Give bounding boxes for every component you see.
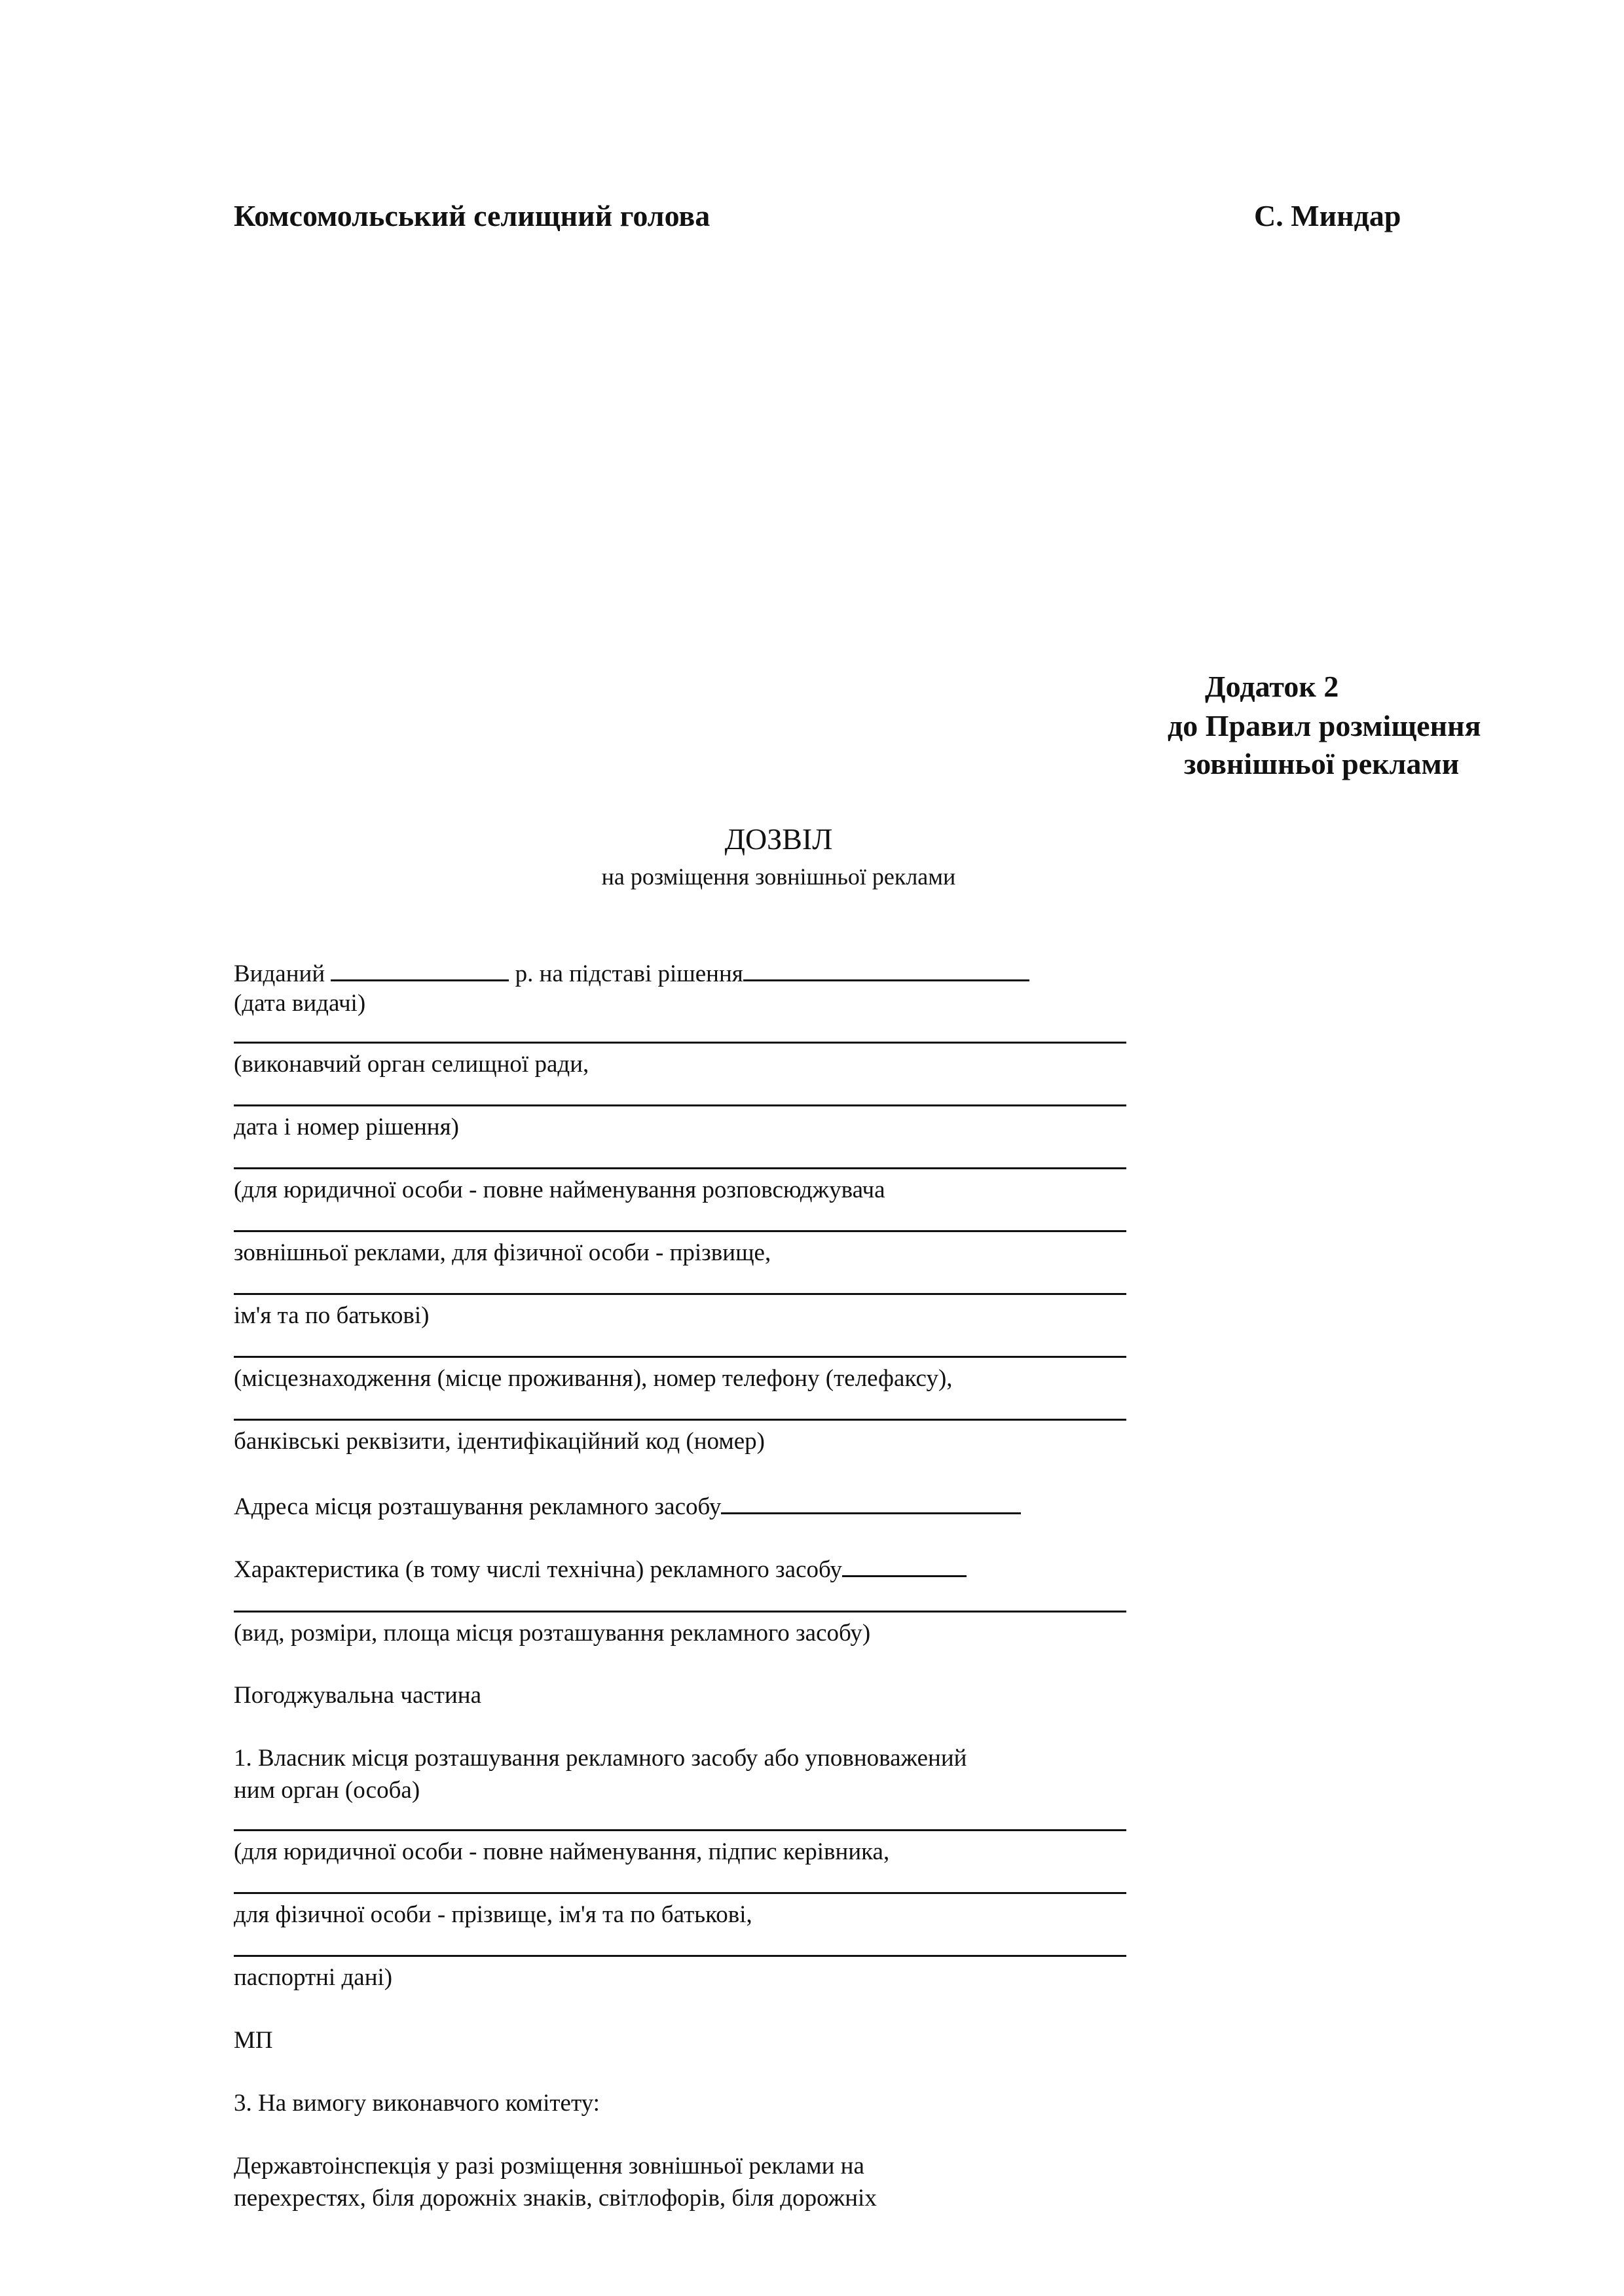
fill-line[interactable] <box>234 1419 1126 1421</box>
caption-location: (місцезнаходження (місце проживання), номер телефону (телефаксу), <box>234 1365 953 1392</box>
item3: 3. На вимогу виконавчого комітету: <box>234 2090 600 2117</box>
address-label: Адреса місця розташування рекламного засобу <box>234 1493 722 1520</box>
fill-line[interactable] <box>234 1955 1126 1957</box>
traffic-line1: Державтоінспекція у разі розміщення зовнішньої реклами на <box>234 2153 864 2179</box>
characteristics-label: Характеристика (в тому числі технічна) рекламного засобу <box>234 1556 842 1583</box>
item1-line1: 1. Власник місця розташування рекламного засобу або уповноважений <box>234 1745 967 1772</box>
signatory-position: Комсомольський селищний голова <box>234 199 710 232</box>
caption-passport: паспортні дані) <box>234 1964 393 1991</box>
issue-date-caption: (дата видачі) <box>234 990 366 1017</box>
fill-line[interactable] <box>234 1293 1126 1295</box>
issued-line <box>234 957 1029 988</box>
fill-line[interactable] <box>234 1829 1126 1831</box>
document-title: ДОЗВІЛ <box>724 822 833 856</box>
caption-legal-entity: (для юридичної особи - повне найменування розповсюджувача <box>234 1176 885 1203</box>
caption-ad-type: (вид, розміри, площа місця розташування рекламного засобу) <box>234 1620 871 1647</box>
caption-full-name: ім'я та по батькові) <box>234 1302 430 1329</box>
fill-line[interactable] <box>234 1104 1126 1106</box>
address-blank[interactable] <box>721 1490 1021 1514</box>
document-subtitle: на розміщення зовнішньої реклами <box>601 864 956 890</box>
appendix-number: Додаток 2 <box>1205 670 1339 703</box>
caption-physical-person: для фізичної особи - прізвище, ім'я та по батькові, <box>234 1901 752 1928</box>
fill-line[interactable] <box>234 1356 1126 1358</box>
caption-exec-body: (виконавчий орган селищної ради, <box>234 1051 589 1078</box>
caption-decision: дата і номер рішення) <box>234 1114 459 1140</box>
characteristics-line <box>234 1553 967 1584</box>
fill-line[interactable] <box>234 1611 1126 1613</box>
characteristics-blank[interactable] <box>842 1553 967 1577</box>
item1-line2: ним орган (особа) <box>234 1777 420 1804</box>
stamp-mark: МП <box>234 2027 273 2054</box>
issued-basis-label: р. на підставі рішення <box>515 960 743 987</box>
issue-date-blank[interactable] <box>331 957 509 981</box>
address-line <box>234 1490 1021 1521</box>
traffic-line2: перехрестях, біля дорожніх знаків, світлофорів, біля дорожніх <box>234 2185 877 2212</box>
fill-line[interactable] <box>234 1167 1126 1169</box>
decision-blank[interactable] <box>743 957 1029 981</box>
appendix-subject: зовнішньої реклами <box>1184 747 1460 780</box>
caption-legal-signature: (для юридичної особи - повне найменування, підпис керівника, <box>234 1838 890 1865</box>
issued-label: Виданий <box>234 960 325 987</box>
fill-line[interactable] <box>234 1892 1126 1894</box>
fill-line[interactable] <box>234 1230 1126 1232</box>
fill-line[interactable] <box>234 1042 1126 1044</box>
signatory-name: С. Миндар <box>1254 199 1401 232</box>
caption-outdoor-ads: зовнішньої реклами, для фізичної особи - прізвище, <box>234 1239 771 1266</box>
caption-bank-details: банківські реквізити, ідентифікаційний код (номер) <box>234 1428 766 1455</box>
approval-heading: Погоджувальна частина <box>234 1682 481 1709</box>
appendix-rules: до Правил розміщення <box>1168 709 1481 742</box>
